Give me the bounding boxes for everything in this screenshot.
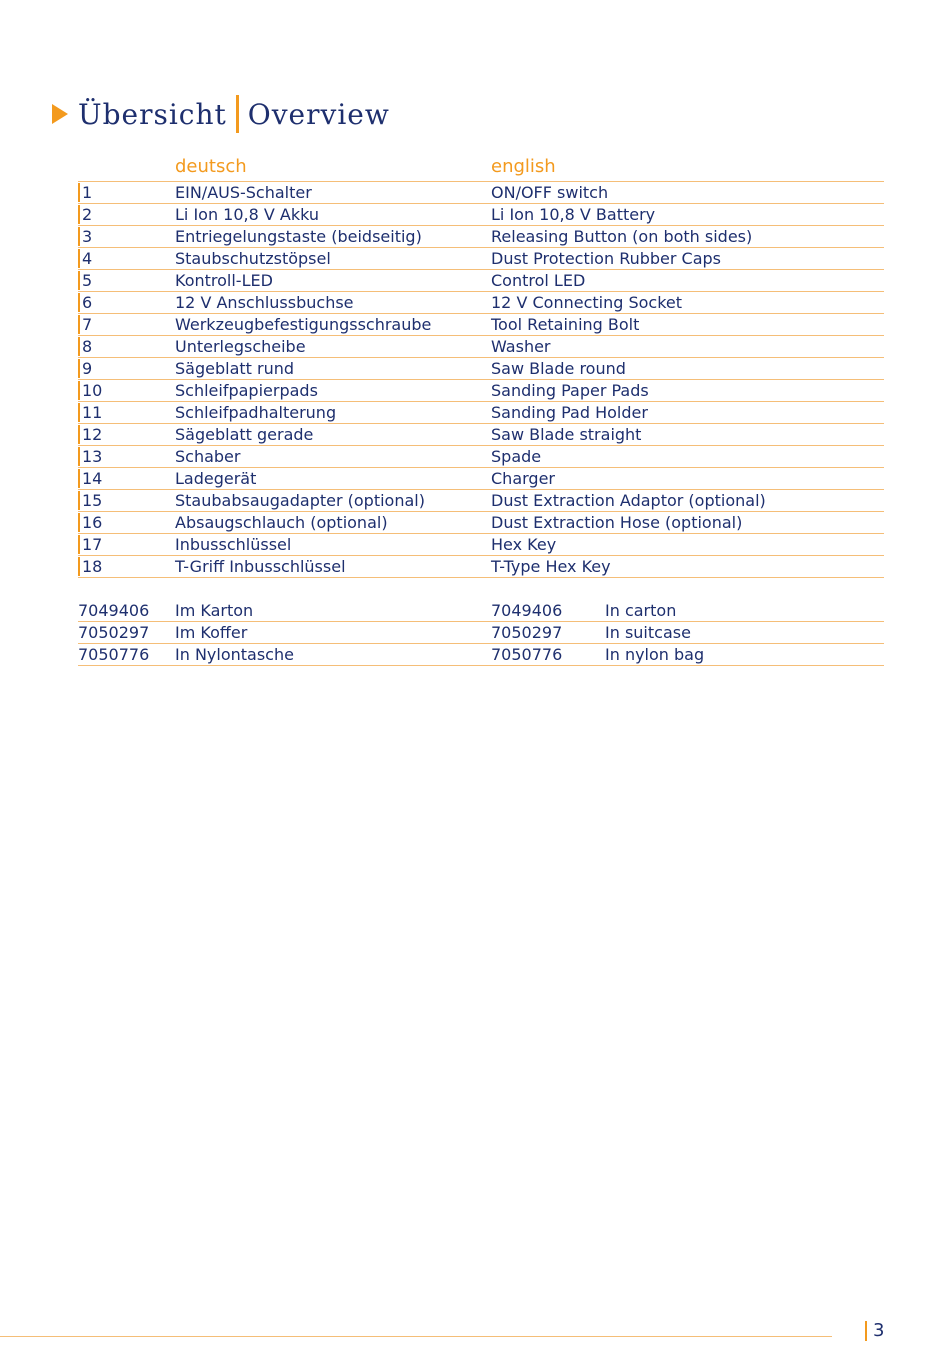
part-row bbox=[78, 468, 884, 490]
part-name-german: Unterlegscheibe bbox=[175, 337, 306, 356]
footer-rule bbox=[0, 1336, 832, 1337]
part-name-german: Kontroll-LED bbox=[175, 271, 273, 290]
package-english: In nylon bag bbox=[605, 645, 705, 664]
part-row bbox=[78, 358, 884, 380]
part-name-german: EIN/AUS-Schalter bbox=[175, 183, 312, 202]
part-number: 1 bbox=[82, 183, 93, 202]
part-name-english: Tool Retaining Bolt bbox=[491, 315, 640, 334]
part-number: 14 bbox=[82, 469, 103, 488]
part-number: 8 bbox=[82, 337, 93, 356]
part-number: 7 bbox=[82, 315, 93, 334]
part-name-english: Dust Protection Rubber Caps bbox=[491, 249, 722, 268]
part-row bbox=[78, 446, 884, 468]
package-german: Im Koffer bbox=[175, 623, 248, 642]
part-name-german: Sägeblatt rund bbox=[175, 359, 295, 378]
article-number-english: 7050776 bbox=[491, 645, 563, 664]
part-name-german: T-Griff Inbusschlüssel bbox=[175, 557, 346, 576]
part-name-english: Saw Blade straight bbox=[491, 425, 642, 444]
part-number: 18 bbox=[82, 557, 103, 576]
column-header-deutsch: deutsch bbox=[175, 156, 247, 177]
package-list bbox=[78, 600, 884, 666]
page-title bbox=[52, 92, 390, 136]
part-name-german: Ladegerät bbox=[175, 469, 257, 488]
article-number-german: 7049406 bbox=[78, 601, 150, 620]
part-row bbox=[78, 402, 884, 424]
article-number-english: 7050297 bbox=[491, 623, 563, 642]
column-header-english: english bbox=[491, 156, 556, 177]
part-row bbox=[78, 182, 884, 204]
part-number: 15 bbox=[82, 491, 103, 510]
part-name-english: Saw Blade round bbox=[491, 359, 626, 378]
part-number: 11 bbox=[82, 403, 103, 422]
package-row bbox=[78, 622, 884, 644]
page-number-bar bbox=[865, 1321, 867, 1341]
package-english: In suitcase bbox=[605, 623, 691, 642]
part-number: 6 bbox=[82, 293, 93, 312]
part-number: 2 bbox=[82, 205, 93, 224]
article-number-german: 7050297 bbox=[78, 623, 150, 642]
article-number-german: 7050776 bbox=[78, 645, 150, 664]
part-name-english: Washer bbox=[491, 337, 551, 356]
package-english: In carton bbox=[605, 601, 677, 620]
part-name-german: Werkzeugbefestigungsschraube bbox=[175, 315, 432, 334]
part-number: 5 bbox=[82, 271, 93, 290]
part-name-english: 12 V Connecting Socket bbox=[491, 293, 683, 312]
part-row bbox=[78, 512, 884, 534]
part-row bbox=[78, 534, 884, 556]
part-name-english: Hex Key bbox=[491, 535, 557, 554]
overview-table bbox=[78, 156, 884, 666]
part-name-german: Absaugschlauch (optional) bbox=[175, 513, 388, 532]
part-name-german: Staubabsaugadapter (optional) bbox=[175, 491, 425, 510]
part-number: 10 bbox=[82, 381, 103, 400]
title-german: Übersicht bbox=[78, 97, 227, 131]
article-number-english: 7049406 bbox=[491, 601, 563, 620]
part-number: 4 bbox=[82, 249, 93, 268]
section-spacer bbox=[78, 578, 884, 600]
part-name-german: Entriegelungstaste (beidseitig) bbox=[175, 227, 422, 246]
part-name-german: Sägeblatt gerade bbox=[175, 425, 314, 444]
triangle-bullet-icon bbox=[52, 104, 68, 124]
part-name-german: 12 V Anschlussbuchse bbox=[175, 293, 354, 312]
part-name-english: Dust Extraction Adaptor (optional) bbox=[491, 491, 766, 510]
part-name-german: Inbusschlüssel bbox=[175, 535, 292, 554]
part-name-german: Schleifpapierpads bbox=[175, 381, 318, 400]
table-header bbox=[78, 156, 884, 182]
part-row bbox=[78, 292, 884, 314]
part-number: 3 bbox=[82, 227, 93, 246]
part-number: 9 bbox=[82, 359, 93, 378]
part-row bbox=[78, 226, 884, 248]
title-separator bbox=[236, 95, 239, 133]
part-row bbox=[78, 556, 884, 578]
part-number: 17 bbox=[82, 535, 103, 554]
part-number: 16 bbox=[82, 513, 103, 532]
part-row bbox=[78, 314, 884, 336]
part-name-english: T-Type Hex Key bbox=[491, 557, 611, 576]
part-name-german: Schleifpadhalterung bbox=[175, 403, 337, 422]
part-name-german: Li Ion 10,8 V Akku bbox=[175, 205, 320, 224]
part-name-english: Sanding Pad Holder bbox=[491, 403, 648, 422]
part-number: 12 bbox=[82, 425, 103, 444]
package-german: Im Karton bbox=[175, 601, 254, 620]
part-row bbox=[78, 490, 884, 512]
package-row bbox=[78, 644, 884, 666]
part-name-english: Li Ion 10,8 V Battery bbox=[491, 205, 656, 224]
part-row bbox=[78, 204, 884, 226]
part-name-english: Releasing Button (on both sides) bbox=[491, 227, 753, 246]
part-name-english: Control LED bbox=[491, 271, 586, 290]
part-name-english: Sanding Paper Pads bbox=[491, 381, 649, 400]
title-english: Overview bbox=[247, 97, 390, 131]
package-row bbox=[78, 600, 884, 622]
parts-list bbox=[78, 182, 884, 578]
part-name-german: Staubschutzstöpsel bbox=[175, 249, 331, 268]
part-number: 13 bbox=[82, 447, 103, 466]
part-row bbox=[78, 424, 884, 446]
part-row bbox=[78, 380, 884, 402]
part-row bbox=[78, 270, 884, 292]
part-name-english: ON/OFF switch bbox=[491, 183, 609, 202]
part-row bbox=[78, 248, 884, 270]
part-name-english: Charger bbox=[491, 469, 555, 488]
part-name-english: Dust Extraction Hose (optional) bbox=[491, 513, 743, 532]
part-row bbox=[78, 336, 884, 358]
page-number: 3 bbox=[873, 1320, 885, 1341]
part-name-german: Schaber bbox=[175, 447, 241, 466]
part-name-english: Spade bbox=[491, 447, 542, 466]
package-german: In Nylontasche bbox=[175, 645, 294, 664]
